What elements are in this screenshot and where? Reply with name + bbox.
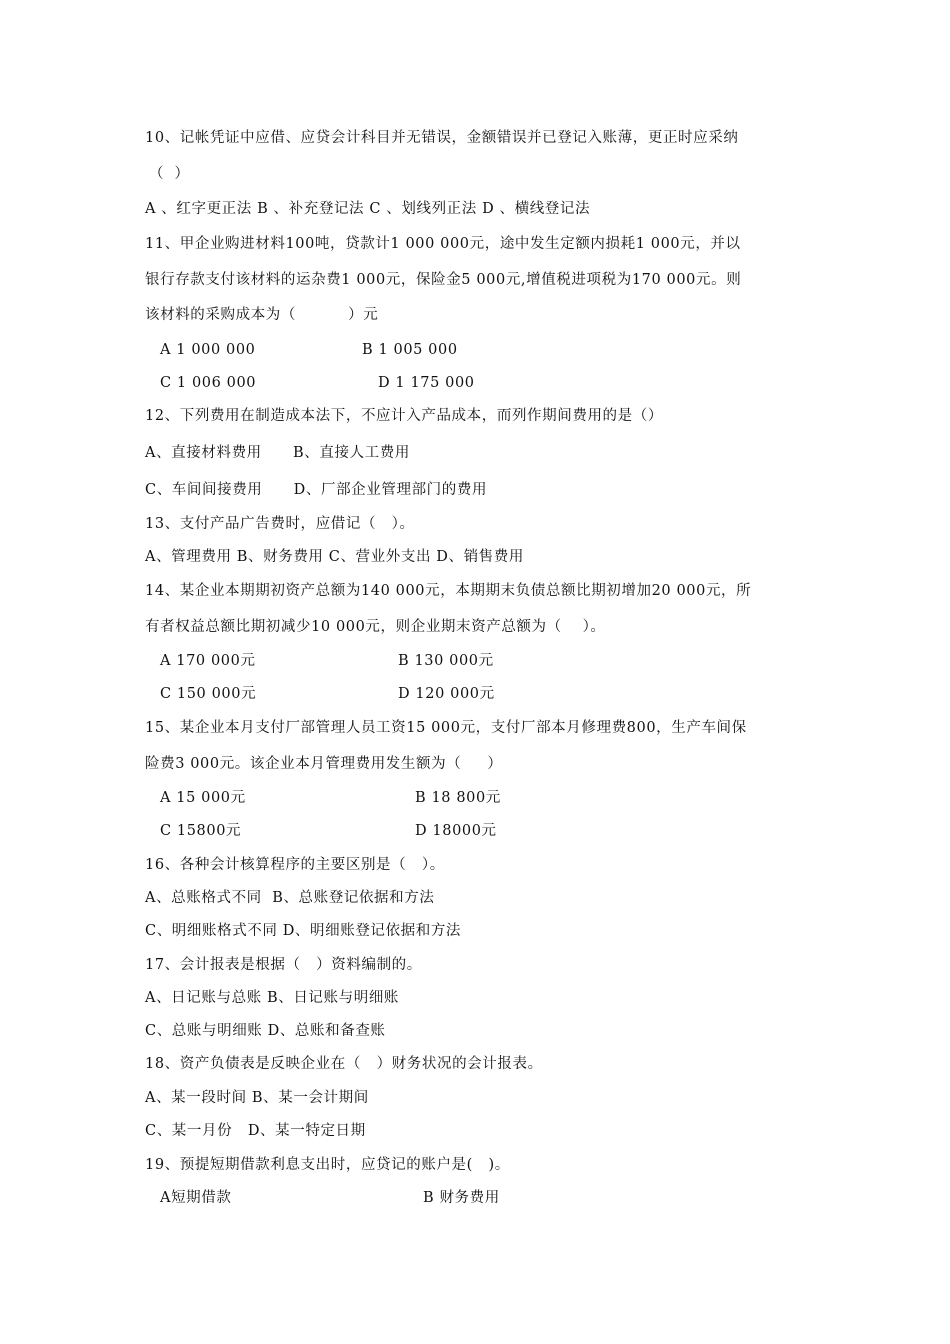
q15-option-c: C 15800元: [160, 823, 242, 839]
q15-option-b: B 18 800元: [415, 790, 501, 806]
q18-options-2: C、某一月份 D、某一特定日期: [145, 1123, 366, 1139]
q16-options-1: A、总账格式不同 B、总账登记依据和方法: [145, 890, 435, 906]
q12-options-2: C、车间间接费用 D、厂部企业管理部门的费用: [145, 482, 488, 498]
q15-option-d: D 18000元: [415, 823, 497, 839]
q11-option-d: D 1 175 000: [378, 375, 475, 391]
q17-options-1: A、日记账与总账 B、日记账与明细账: [145, 990, 400, 1006]
q11-option-c: C 1 006 000: [160, 375, 257, 391]
q14-option-d: D 120 000元: [398, 686, 495, 702]
q11-option-a: A 1 000 000: [160, 342, 256, 358]
q16-line-1: 16、各种会计核算程序的主要区别是（ ）。: [145, 857, 445, 873]
q11-option-b: B 1 005 000: [362, 342, 458, 358]
q11-line-2: 银行存款支付该材料的运杂费1 000元，保险金5 000元,增值税进项税为170 000元。则: [145, 272, 742, 288]
q18-options-1: A、某一段时间 B、某一会计期间: [145, 1090, 369, 1106]
q18-line-1: 18、资产负债表是反映企业在（ ）财务状况的会计报表。: [145, 1056, 543, 1072]
q12-options-1: A、直接材料费用 B、直接人工费用: [145, 445, 410, 461]
q14-option-a: A 170 000元: [160, 653, 256, 669]
q10-options: A 、红字更正法 B 、补充登记法 C 、划线列正法 D 、横线登记法: [145, 201, 591, 217]
q15-line-1: 15、某企业本月支付厂部管理人员工资15 000元，支付厂部本月修理费800，生产车间保: [145, 720, 747, 736]
q14-option-b: B 130 000元: [398, 653, 494, 669]
q10-line-2: （ ）: [149, 166, 190, 182]
q11-line-1: 11、甲企业购进材料100吨，贷款计1 000 000元，途中发生定额内损耗1 000元，并以: [145, 236, 741, 252]
q17-line-1: 17、会计报表是根据（ ）资料编制的。: [145, 957, 422, 973]
q13-options: A、管理费用 B、财务费用 C、营业外支出 D、销售费用: [145, 549, 524, 565]
q14-option-c: C 150 000元: [160, 686, 257, 702]
q14-line-1: 14、某企业本期期初资产总额为140 000元，本期期末负债总额比期初增加20 000元，所: [145, 583, 752, 599]
q10-line-1: 10、记帐凭证中应借、应贷会计科目并无错误，金额错误并已登记入账薄，更正时应采纳: [145, 130, 739, 146]
q14-line-2: 有者权益总额比期初减少10 000元，则企业期末资产总额为（ ）。: [145, 619, 606, 635]
q17-options-2: C、总账与明细账 D、总账和备查账: [145, 1023, 386, 1039]
q16-options-2: C、明细账格式不同 D、明细账登记依据和方法: [145, 923, 462, 939]
q19-option-a: A短期借款: [160, 1190, 232, 1206]
q15-line-2: 险费3 000元。该企业本月管理费用发生额为（ ）: [145, 756, 503, 772]
q15-option-a: A 15 000元: [160, 790, 246, 806]
q19-option-b: B 财务费用: [423, 1190, 500, 1206]
q13-line-1: 13、支付产品广告费时，应借记（ ）。: [145, 516, 415, 532]
q19-line-1: 19、预提短期借款利息支出时，应贷记的账户是( )。: [145, 1157, 510, 1173]
q12-line-1: 12、下列费用在制造成本法下，不应计入产品成本，而列作期间费用的是（）: [145, 408, 663, 424]
q11-line-3: 该材料的采购成本为（ ）元: [145, 307, 379, 323]
